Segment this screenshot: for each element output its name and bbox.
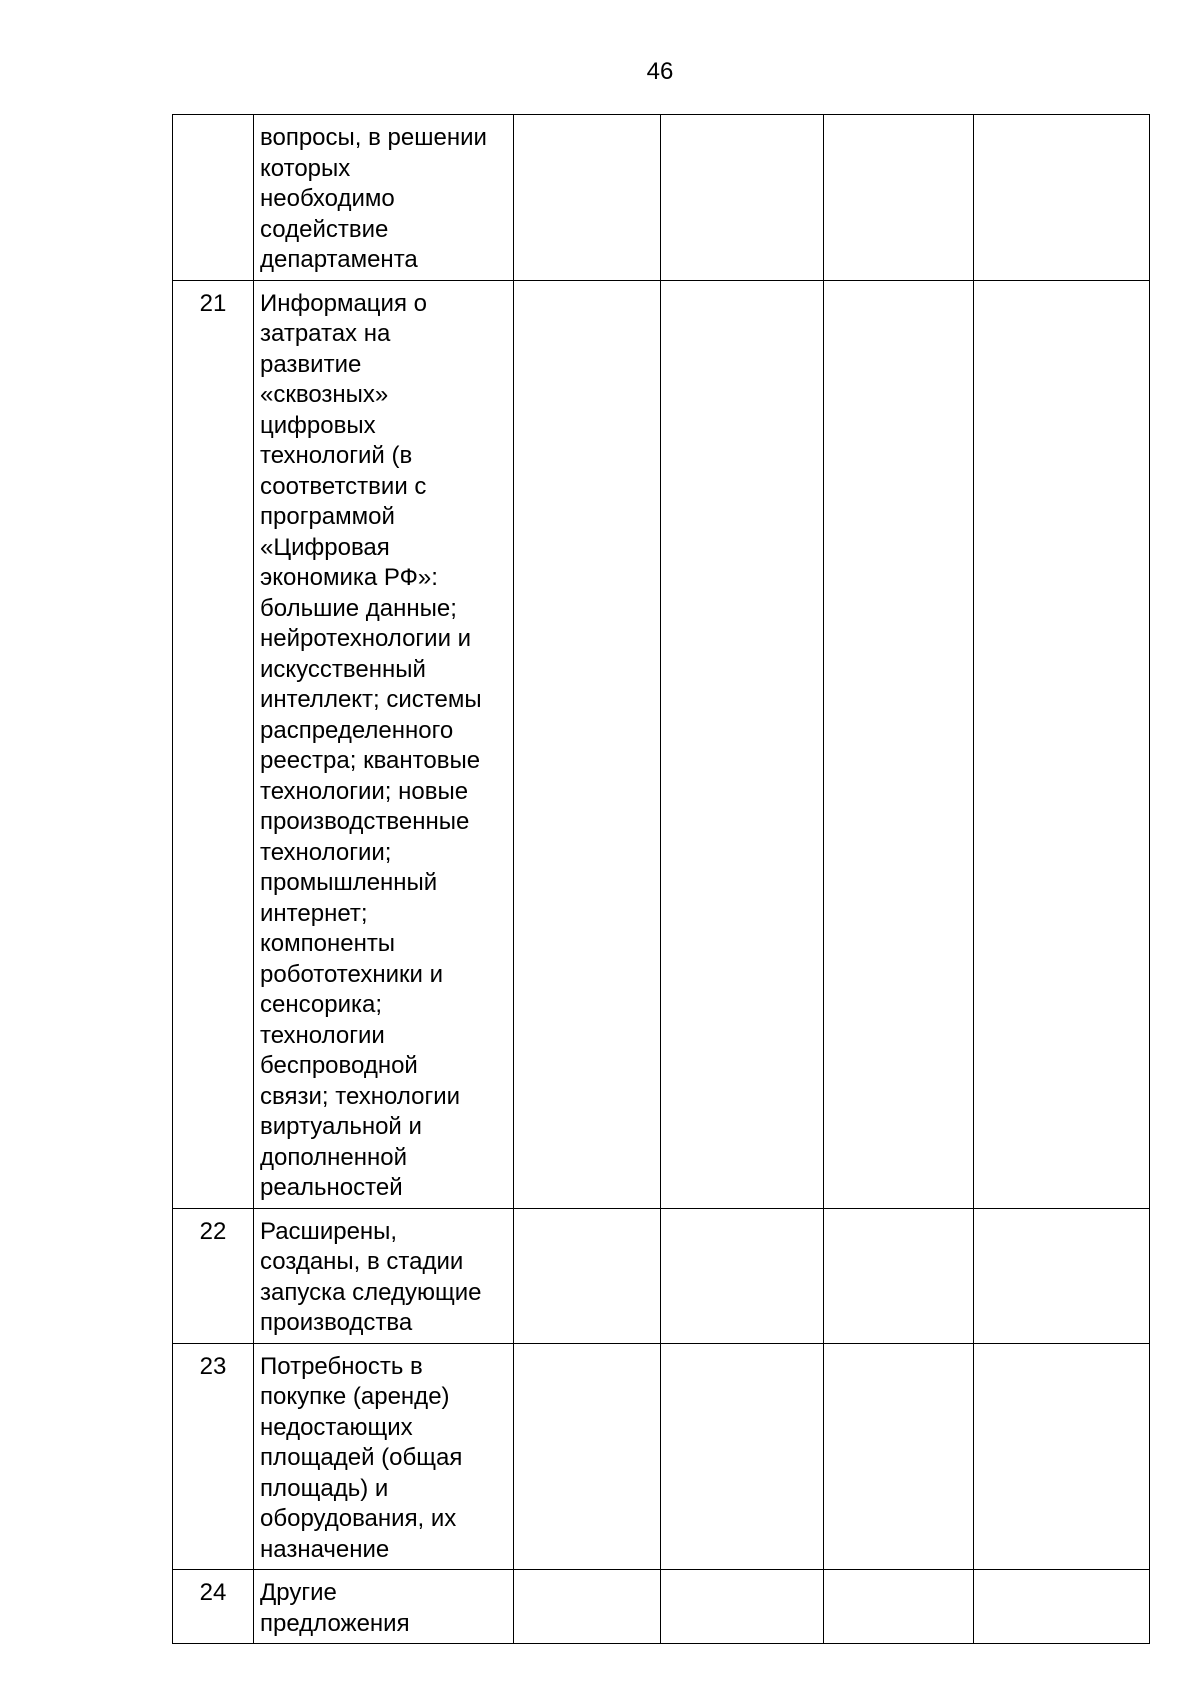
description-line: цифровых (260, 411, 376, 439)
description-line: Информация о (260, 289, 427, 317)
empty-cell (661, 1208, 824, 1343)
row-number-cell: 21 (173, 280, 254, 1208)
description-line: необходимо (260, 185, 395, 212)
table-row (173, 1208, 1150, 1343)
description-line: технологий (в (260, 442, 413, 469)
empty-cell (974, 1208, 1150, 1343)
description-line: интернет; (260, 899, 368, 927)
empty-cell (974, 1570, 1150, 1644)
empty-cell (661, 1570, 824, 1644)
empty-cell (824, 1570, 974, 1644)
description-line: сенсорика; (260, 991, 383, 1018)
description-line: созданы, в стадии (260, 1248, 464, 1275)
description-line: которых (260, 154, 351, 182)
description-line: Расширены, (260, 1217, 398, 1245)
empty-cell (661, 1343, 824, 1570)
description-line: предложения (260, 1609, 410, 1637)
table-row (173, 115, 1150, 281)
row-number-cell: 22 (173, 1208, 254, 1343)
empty-cell (661, 280, 824, 1208)
table-row (173, 280, 1150, 1208)
description-line: дополненной (260, 1143, 408, 1171)
description-line: связи; технологии (260, 1082, 461, 1110)
description-line: виртуальной и (260, 1113, 422, 1140)
empty-cell (514, 1570, 661, 1644)
description-line: запуска следующие (260, 1278, 482, 1306)
description-line: содействие (260, 215, 389, 243)
row-description-cell (254, 115, 514, 281)
description-line: Другие (260, 1579, 337, 1606)
description-line: промышленный (260, 869, 438, 896)
description-line: затратах на (260, 320, 391, 347)
description-line: программой (260, 503, 395, 530)
empty-cell (974, 1343, 1150, 1570)
row-number-cell (173, 115, 254, 281)
row-description-cell (254, 280, 514, 1208)
empty-cell (824, 1343, 974, 1570)
description-line: площадей (общая (260, 1444, 463, 1471)
empty-cell (514, 280, 661, 1208)
description-line: департамента (260, 246, 418, 273)
description-line: производства (260, 1309, 413, 1336)
description-line: нейротехнологии и (260, 625, 472, 652)
row-description-cell (254, 1343, 514, 1570)
description-line: распределенного (260, 716, 454, 744)
description-line: «Цифровая (260, 533, 390, 561)
empty-cell (824, 280, 974, 1208)
description-line: Потребность в (260, 1352, 423, 1380)
page-number: 46 (646, 58, 674, 85)
description-line: производственные (260, 808, 470, 835)
description-line: интеллект; системы (260, 686, 482, 713)
empty-cell (824, 115, 974, 281)
description-line: недостающих (260, 1413, 413, 1441)
empty-cell (514, 115, 661, 281)
description-line: технологии; новые (260, 777, 469, 805)
description-line: робототехники и (260, 960, 443, 988)
description-line: реальностей (260, 1174, 403, 1201)
description-line: соответствии с (260, 472, 427, 500)
description-line: искусственный (260, 655, 426, 683)
row-description-cell (254, 1208, 514, 1343)
description-line: назначение (260, 1535, 390, 1563)
table-body (173, 115, 1150, 1644)
description-line: площадь) и (260, 1474, 389, 1502)
table-row (173, 1343, 1150, 1570)
description-line: экономика РФ»: (260, 564, 438, 591)
description-line: оборудования, их (260, 1505, 457, 1532)
row-number-cell: 23 (173, 1343, 254, 1570)
data-table (172, 114, 1150, 1644)
row-description-cell (254, 1570, 514, 1644)
empty-cell (824, 1208, 974, 1343)
empty-cell (514, 1208, 661, 1343)
table-row (173, 1570, 1150, 1644)
empty-cell (661, 115, 824, 281)
description-line: беспроводной (260, 1052, 418, 1079)
description-line: большие данные; (260, 594, 457, 622)
empty-cell (514, 1343, 661, 1570)
description-line: покупке (аренде) (260, 1383, 450, 1410)
empty-cell (974, 280, 1150, 1208)
description-line: компоненты (260, 930, 396, 957)
description-line: «сквозных» (260, 381, 389, 408)
description-line: технологии (260, 1021, 385, 1049)
empty-cell (974, 115, 1150, 281)
row-number-cell: 24 (173, 1570, 254, 1644)
description-line: развитие (260, 350, 362, 378)
description-line: технологии; (260, 838, 392, 866)
description-line: реестра; квантовые (260, 747, 481, 774)
description-line: вопросы, в решении (260, 124, 487, 151)
